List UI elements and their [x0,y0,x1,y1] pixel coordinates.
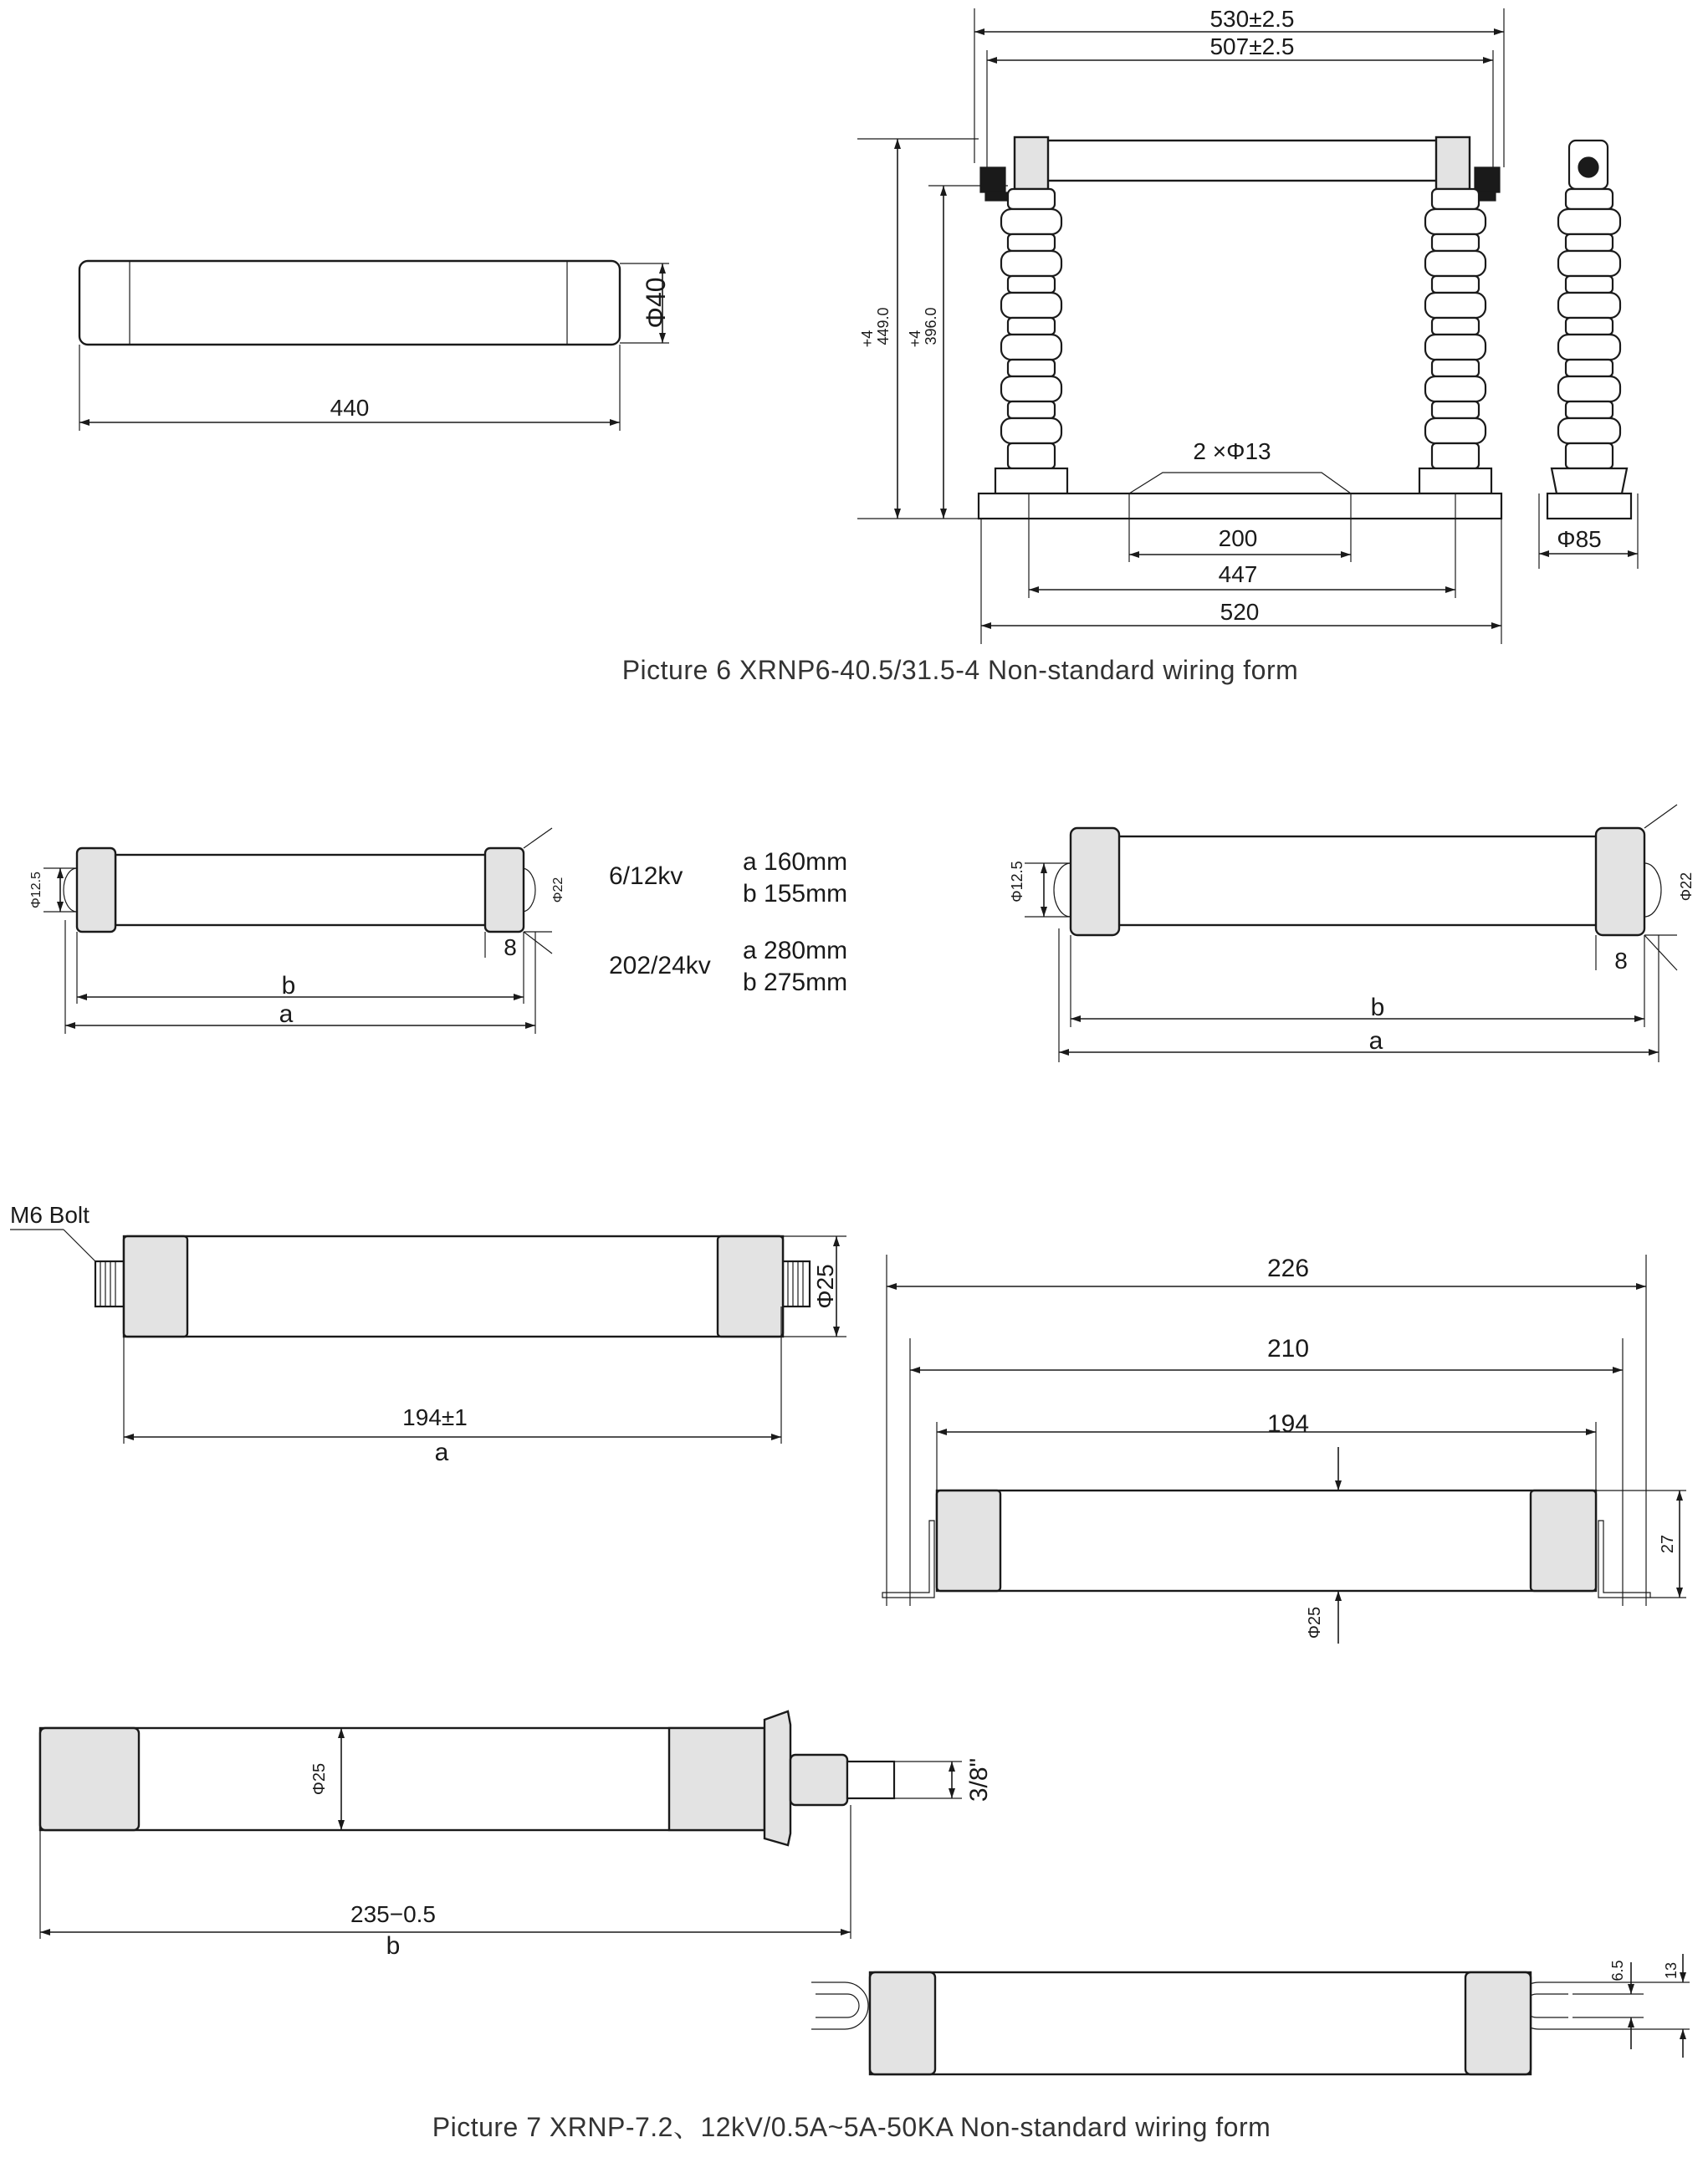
height-outer-label: 449.0 [875,307,892,345]
small-cap-width-a: 8 [504,934,517,960]
small-label-b-a: b [281,972,296,1000]
fuse-440-body [79,261,620,345]
spec-2-a: a 280mm [743,937,848,964]
small-label-b-b: b [1370,994,1385,1021]
bracket-height-label: 27 [1659,1534,1677,1554]
fuse-440-diameter-label: Φ40 [641,277,671,329]
side-diameter-label: Φ85 [1557,526,1602,552]
fork-fuse [811,1954,1690,2074]
base-dim-447-label: 447 [1218,561,1258,587]
threaded-length-label: 235−0.5 [350,1901,436,1927]
spec-table [609,848,847,996]
bracket-dim-194-label: 194 [1266,1410,1310,1438]
fuse-440-drawing [79,261,671,431]
top-dim-inner-label: 507±2.5 [1209,33,1295,59]
bolt-fuse [10,1202,846,1466]
small-label-a-a: a [279,1000,294,1028]
bracket-diameter-label: Φ25 [1306,1606,1324,1639]
small-fuse-left [29,828,565,1034]
fuse-440-length-label: 440 [330,395,370,421]
spec-2-b: b 275mm [743,969,848,996]
spec-1-b: b 155mm [743,880,848,908]
base-dim-200-label: 200 [1218,525,1258,551]
height-inner-tol: +4 [907,330,923,348]
bracket-dim-226-label: 226 [1266,1255,1310,1282]
spec-1-a: a 160mm [743,848,848,876]
small-right-diameter-b: Φ22 [1678,872,1695,902]
spec-1-voltage: 6/12kv [609,862,683,890]
small-left-diameter-a: Φ12.5 [29,872,43,908]
spec-2-voltage: 202/24kv [609,952,711,979]
small-label-a-b: a [1368,1027,1383,1055]
height-outer-tol: +4 [859,330,876,348]
threaded-fuse [40,1711,993,1960]
threaded-label-b: b [386,1932,401,1960]
disconnector-base [979,493,1501,519]
small-fuse-right [1009,805,1695,1062]
bracket-fuse [882,1255,1686,1644]
base-dim-520-label: 520 [1220,599,1260,625]
fork-height-label: 13 [1663,1961,1680,1980]
side-view-insulator [1539,141,1638,569]
bolt-label-a: a [434,1439,449,1466]
bracket-dim-210-label: 210 [1266,1335,1310,1363]
bolt-label: M6 Bolt [10,1202,89,1228]
small-right-diameter-a: Φ22 [551,877,565,903]
height-inner-label: 396.0 [923,307,939,345]
fork-slot-label: 6.5 [1609,1960,1626,1981]
insulator-left [995,189,1067,493]
thread-label: 3/8" [965,1757,993,1803]
threaded-diameter-label: Φ25 [310,1762,329,1796]
small-left-diameter-b: Φ12.5 [1009,861,1025,903]
disconnector-assembly [857,6,1504,644]
small-cap-width-b: 8 [1614,948,1628,974]
holes-label: 2 ×Φ13 [1193,438,1271,464]
bolt-diameter-label: Φ25 [812,1264,838,1309]
figure6-caption: Picture 6 XRNP6-40.5/31.5-4 Non-standard wiring form [621,655,1299,685]
insulator-right [1419,189,1491,493]
top-dim-outer-label: 530±2.5 [1209,6,1295,32]
bolt-length-label: 194±1 [402,1404,468,1430]
disconnector-fuse-barrel [1046,141,1439,181]
figure7-caption: Picture 7 XRNP-7.2、12kV/0.5A~5A-50KA Non-standard wiring form [432,2112,1271,2142]
